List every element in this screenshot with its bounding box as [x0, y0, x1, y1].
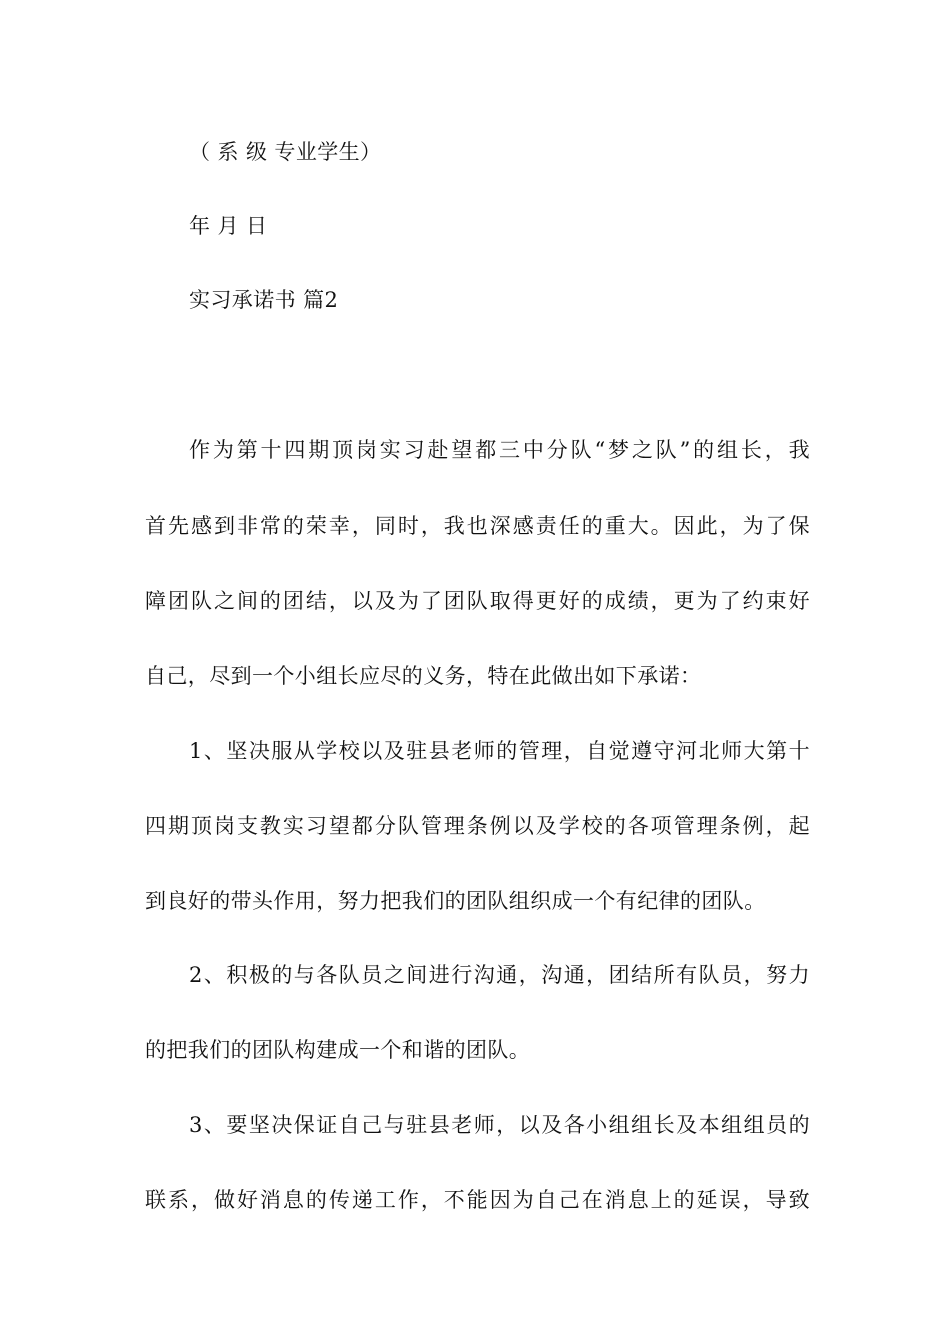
paragraph-line: 联系，做好消息的传递工作，不能因为自己在消息上的延误，导致 — [145, 1188, 810, 1212]
paragraph-line: 自己，尽到一个小组长应尽的义务，特在此做出如下承诺： — [145, 664, 702, 688]
paragraph-line: 的把我们的团队构建成一个和谐的团队。 — [145, 1038, 531, 1062]
paragraph-line: 障团队之间的团结，以及为了团队取得更好的成绩，更为了约束好 — [145, 589, 810, 613]
paragraph-line: 3、要坚决保证自己与驻县老师，以及各小组组长及本组组员的 — [189, 1113, 810, 1137]
section-title: 实习承诺书 篇2 — [189, 288, 339, 312]
paragraph-line: 2、积极的与各队员之间进行沟通，沟通，团结所有队员，努力 — [189, 963, 810, 987]
class-line: （ 系 级 专业学生） — [189, 140, 382, 164]
paragraph-line: 作为第十四期顶岗实习赴望都三中分队“梦之队”的组长，我 — [189, 438, 810, 462]
paragraph-line: 1、坚决服从学校以及驻县老师的管理，自觉遵守河北师大第十 — [189, 739, 810, 763]
paragraph-line: 四期顶岗支教实习望都分队管理条例以及学校的各项管理条例，起 — [145, 814, 810, 838]
paragraph-line: 到良好的带头作用，努力把我们的团队组织成一个有纪律的团队。 — [145, 889, 766, 913]
paragraph-line: 首先感到非常的荣幸，同时，我也深感责任的重大。因此，为了保 — [145, 514, 810, 538]
date-line: 年 月 日 — [189, 214, 268, 238]
